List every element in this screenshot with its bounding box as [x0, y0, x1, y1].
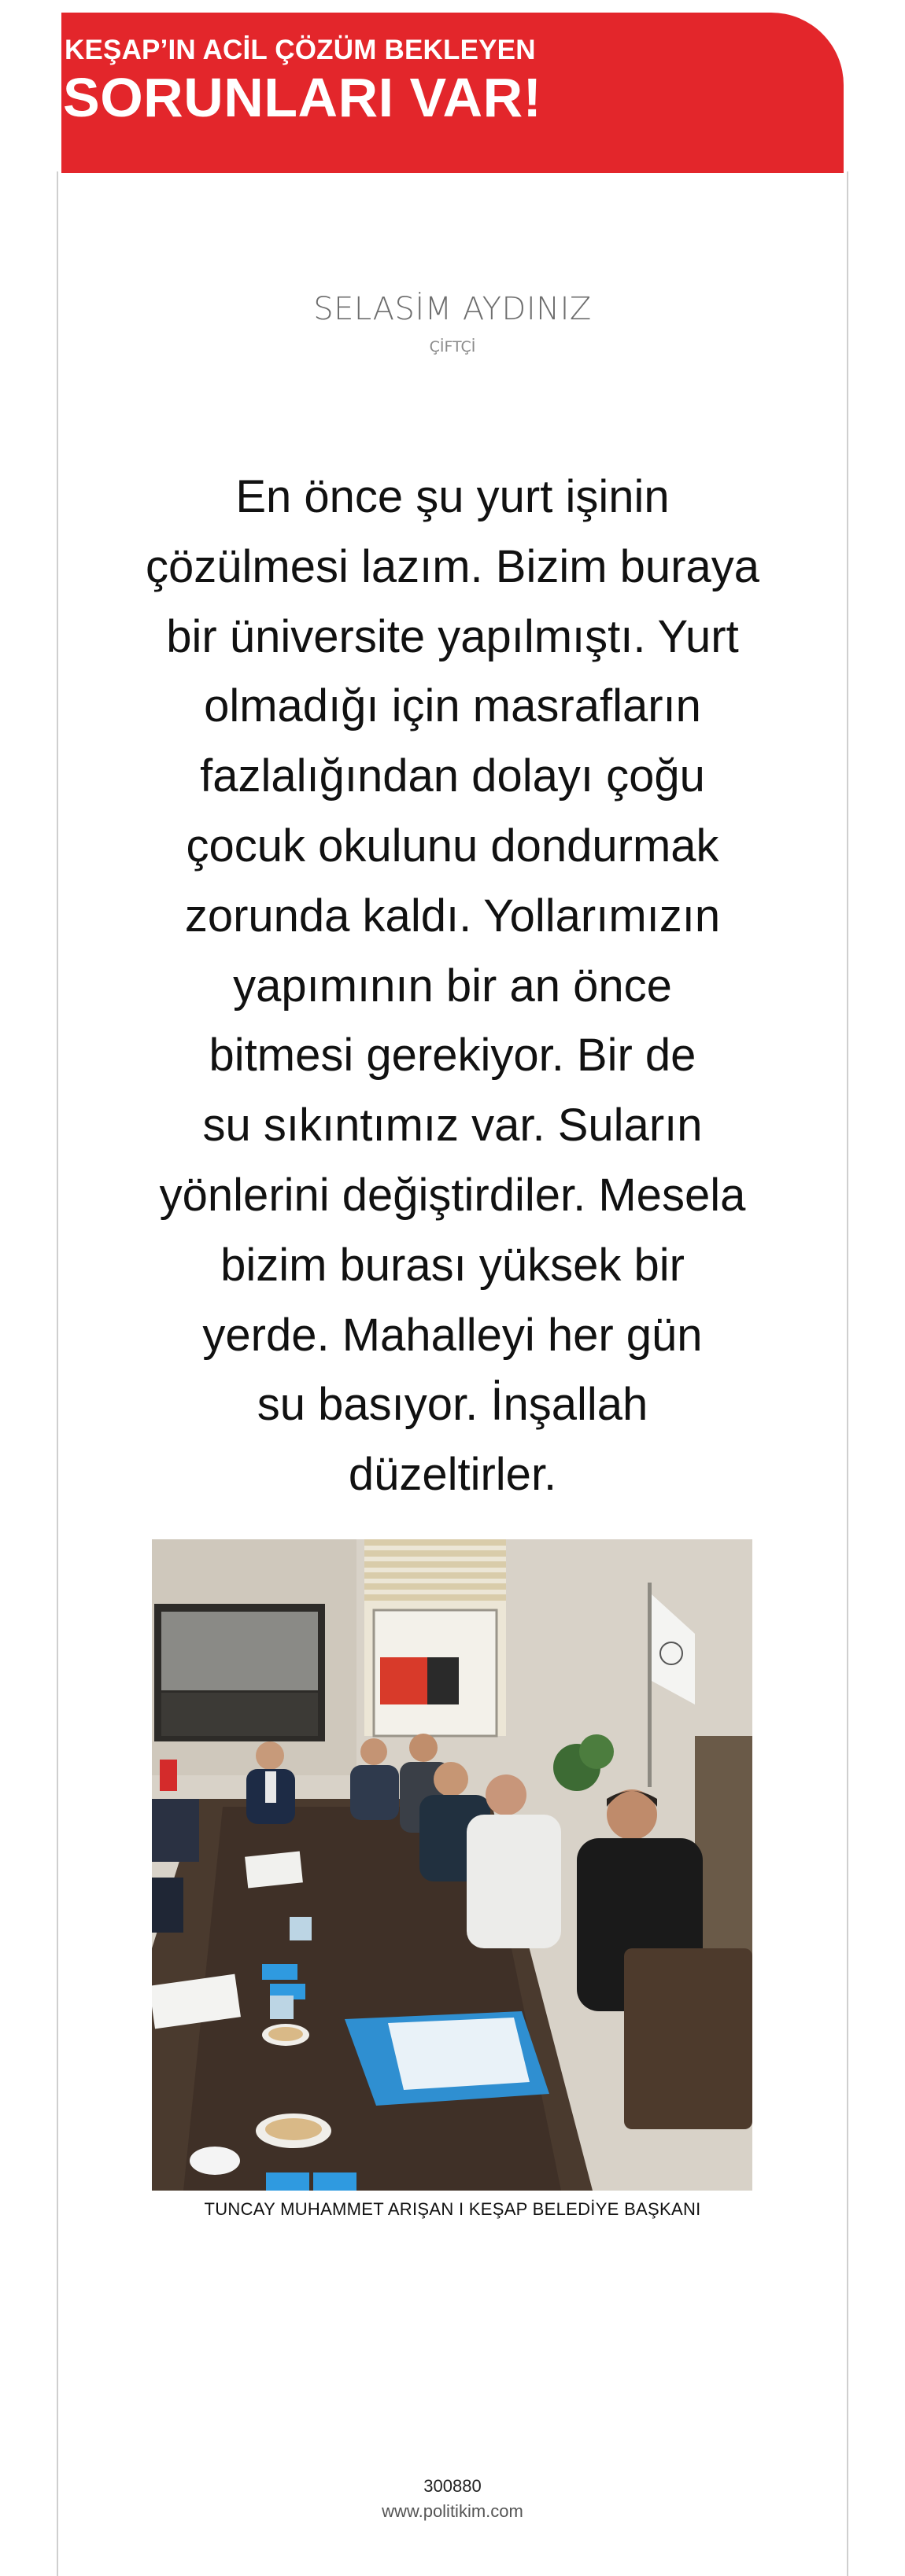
quote-line: En önce şu yurt işinin: [235, 471, 670, 522]
footer-number: 300880: [423, 2476, 482, 2496]
quote-line: zorunda kaldı. Yollarımızın: [184, 890, 721, 942]
quote-line: yerde. Mahalleyi her gün: [202, 1309, 703, 1361]
quote-line: fazlalığından dolayı çoğu: [200, 750, 705, 802]
header-kicker: KEŞAP’IN ACİL ÇÖZÜM BEKLEYEN: [65, 35, 536, 65]
meeting-photo: [152, 1539, 752, 2191]
quote-line: yönlerini değiştirdiler. Mesela: [159, 1169, 746, 1221]
quote-line: su sıkıntımız var. Suların: [202, 1100, 703, 1152]
quote-text: [138, 463, 767, 1510]
person-name: SELASİM AYDINIZ: [313, 291, 592, 327]
header-title: SORUNLARI VAR!: [63, 67, 542, 128]
quote-line: çözülmesi lazım. Bizim buraya: [146, 540, 759, 592]
footer-url: www.politikim.com: [382, 2501, 523, 2521]
quote-line: yapımının bir an önce: [233, 960, 672, 1012]
person-role: ÇİFTÇİ: [429, 338, 476, 356]
quote-line: bir üniversite yapılmıştı. Yurt: [166, 610, 739, 662]
quote-line: bizim burası yüksek bir: [220, 1239, 685, 1291]
quote-line: su basıyor. İnşallah: [257, 1379, 648, 1431]
quote-line: bitmesi gerekiyor. Bir de: [209, 1030, 696, 1082]
photo-caption: TUNCAY MUHAMMET ARIŞAN I KEŞAP BELEDİYE BAŞKANI: [204, 2199, 701, 2219]
quote-line: olmadığı için masrafların: [204, 680, 701, 732]
quote-line: çocuk okulunu dondurmak: [186, 820, 719, 872]
quote-line: düzeltirler.: [348, 1449, 557, 1501]
